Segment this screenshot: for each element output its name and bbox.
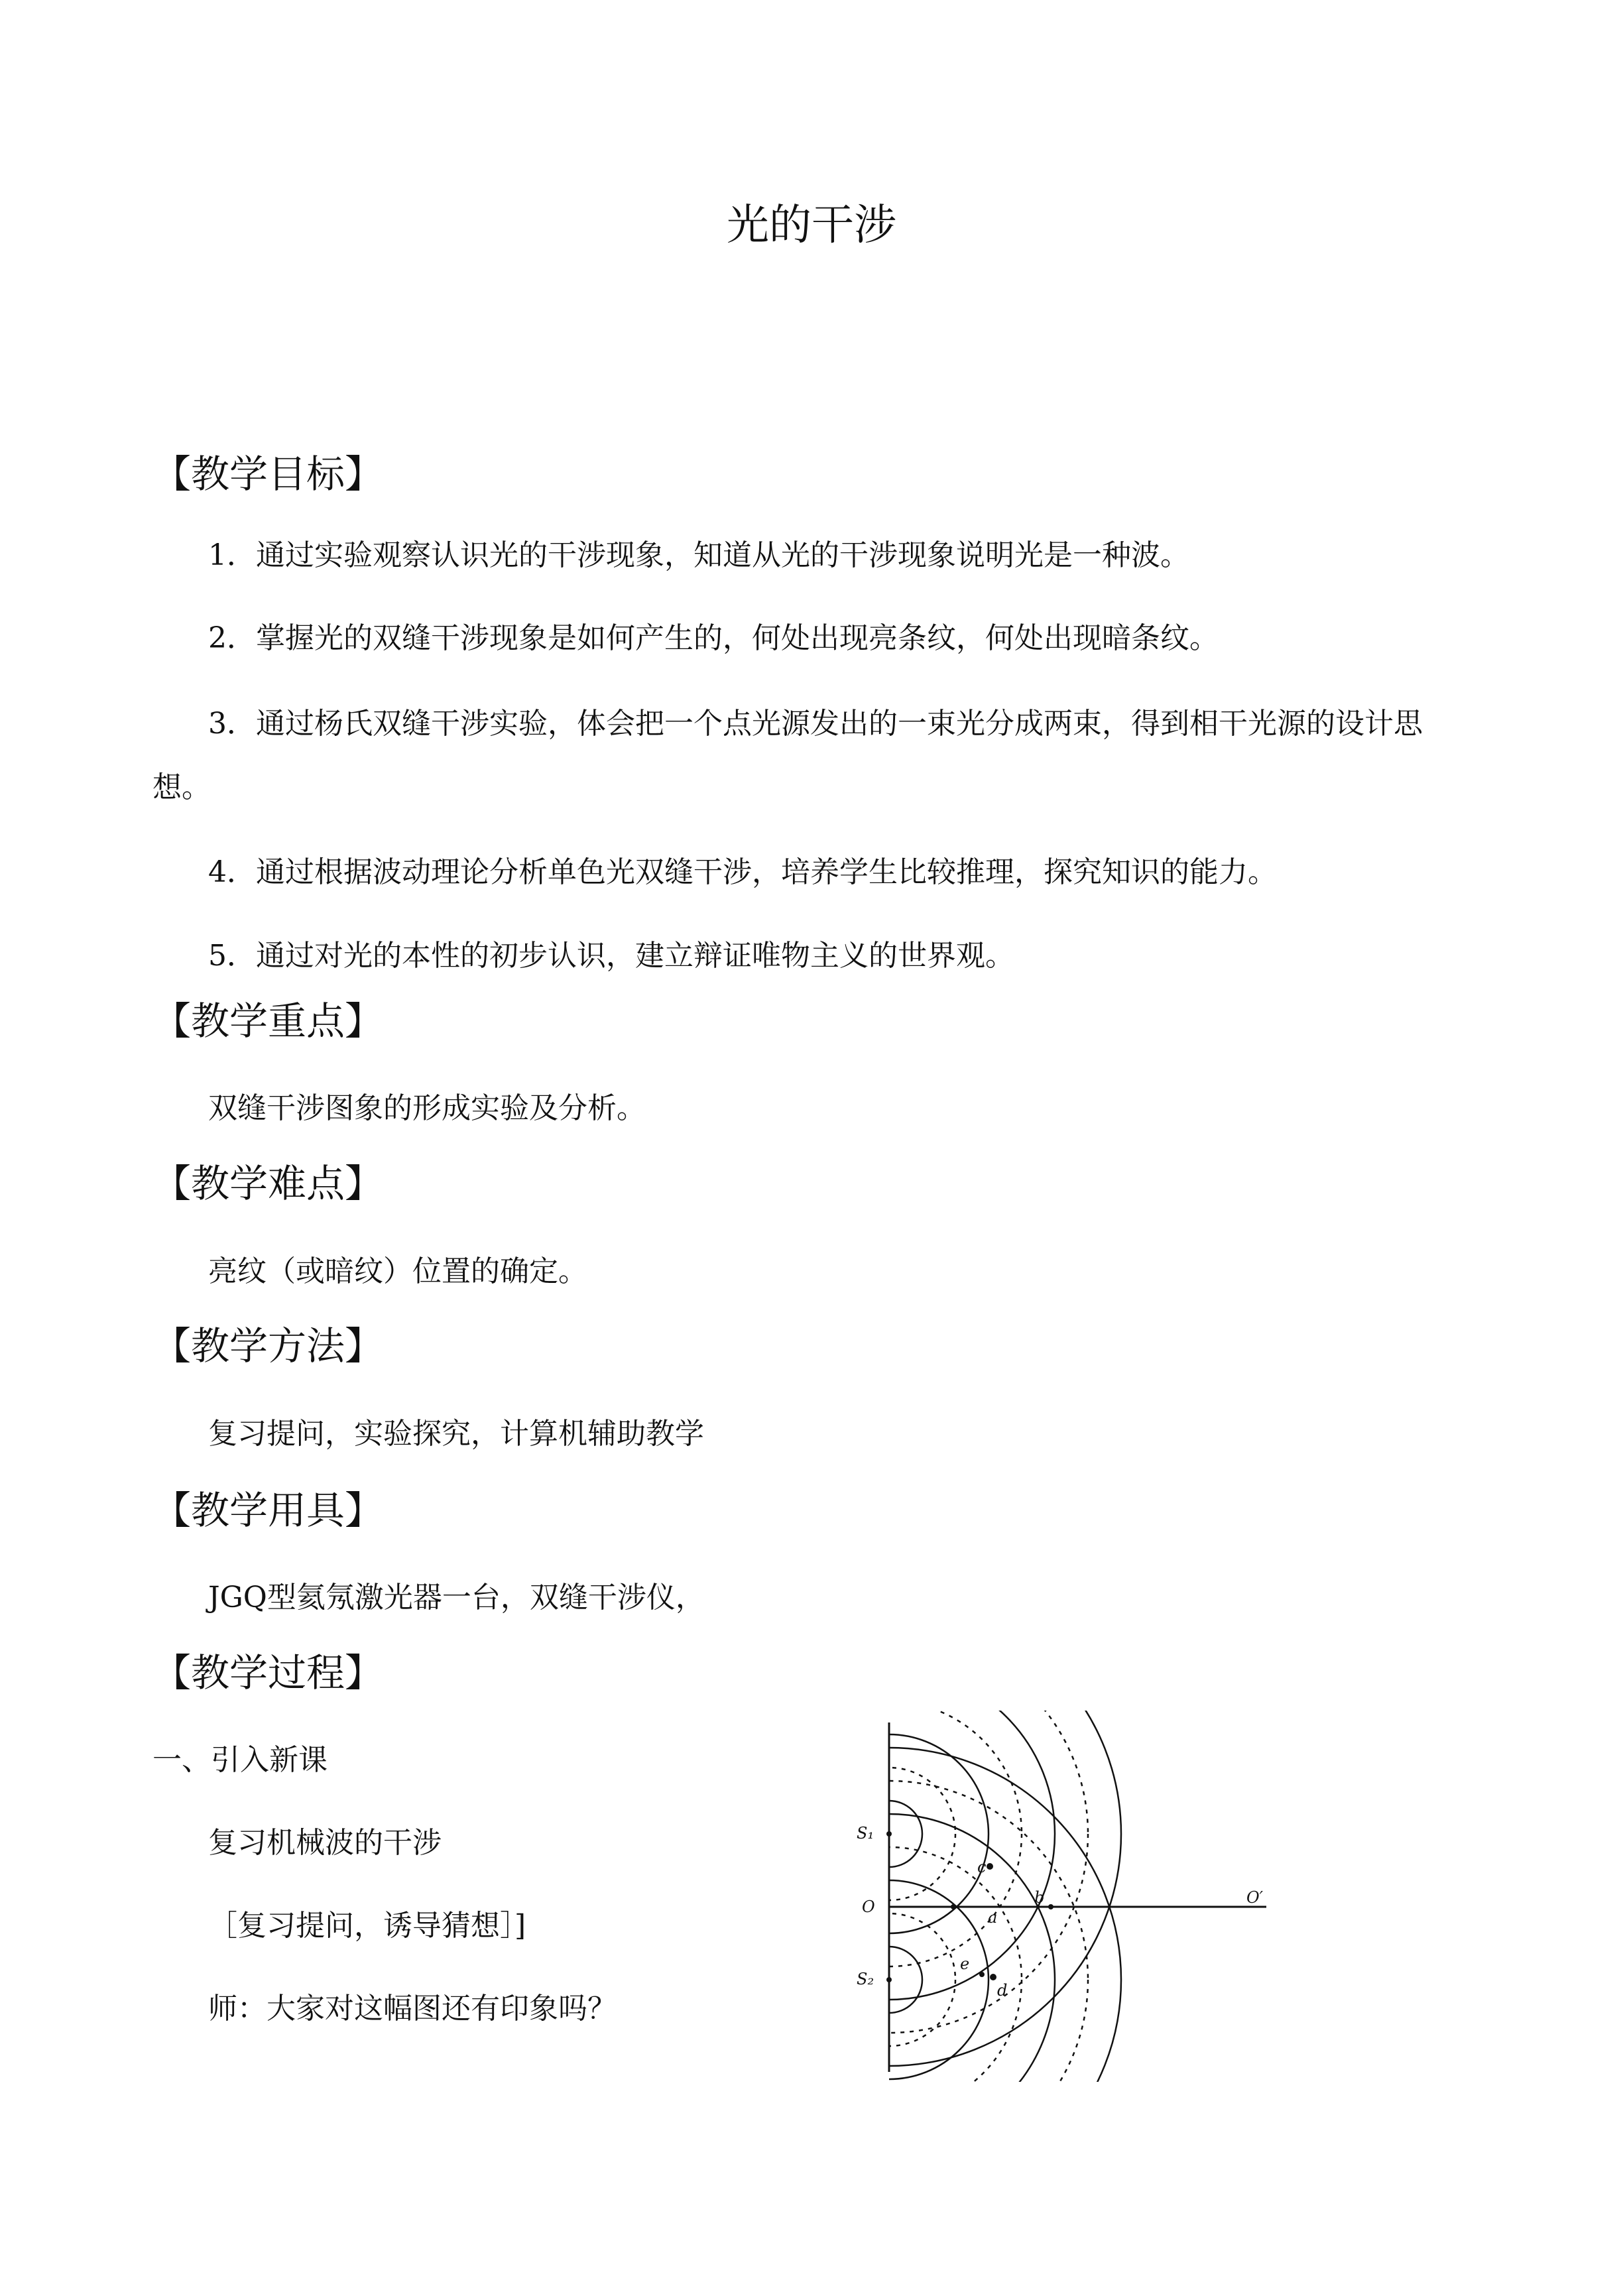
source-dot-s1 [886,1831,892,1837]
process-step-1: 一、引入新课 [152,1743,328,1777]
label-o: O [862,1898,875,1916]
wave-front-s2 [842,1814,1055,2082]
point-dot-d [990,1974,996,1980]
tools-text: JGQ型氦氖激光器一台，双缝干涉仪， [208,1581,705,1614]
objectives-heading: 【教学目标】 [152,452,384,497]
objective-item-2: 2．掌握光的双缝干涉现象是如何产生的，何处出现亮条纹，何处出现暗条纹。 [208,621,1219,655]
difficulty-heading: 【教学难点】 [152,1161,384,1206]
page-title: 光的干涉 [727,201,896,250]
label-c: c [977,1858,987,1876]
wave-front-s2 [842,1781,1088,2082]
method-text: 复习提问，实验探究，计算机辅助教学 [208,1417,704,1451]
label-d: d [997,1981,1008,2000]
process-line-3: 师：大家对这幅图还有印象吗？ [208,1992,617,2025]
process-heading: 【教学过程】 [152,1650,384,1695]
objective-item-5: 5．通过对光的本性的初步认识，建立辩证唯物主义的世界观。 [208,939,1014,973]
label-s1: S₁ [857,1824,874,1843]
method-heading: 【教学方法】 [152,1323,384,1368]
label-s2: S₂ [857,1970,874,1988]
source-dot-s2 [886,1977,892,1982]
process-line-1: 复习机械波的干涉 [208,1826,442,1860]
label-a: a [988,1908,998,1927]
wave-front-s2 [842,1847,1022,2082]
label-o-prime: O′ [1246,1888,1264,1907]
point-dot-a [951,1904,956,1909]
wave-front-s1 [842,1711,1121,2066]
difficulty-text: 亮纹（或暗纹）位置的确定。 [208,1254,587,1288]
point-dot-b [1048,1904,1053,1909]
objective-item-3: 3．通过杨氏双缝干涉实验，体会把一个点光源发出的一束光分成两束，得到相干光源的设计思想。 [152,707,1423,804]
objective-item-1: 1．通过实验观察认识光的干涉现象，知道从光的干涉现象说明光是一种波。 [208,538,1189,572]
point-dot-c [987,1863,993,1870]
key-heading: 【教学重点】 [152,998,384,1044]
key-text: 双缝干涉图象的形成实验及分析。 [208,1091,646,1125]
label-b: b [1034,1888,1045,1907]
process-line-2: ［复习提问，诱导猜想］] [208,1909,526,1943]
wave-interference-figure [842,1711,1280,2082]
point-dot-e [979,1972,985,1977]
objective-item-4: 4．通过根据波动理论分析单色光双缝干涉，培养学生比较推理，探究知识的能力。 [208,855,1277,889]
tools-heading: 【教学用具】 [152,1488,384,1533]
label-e: e [960,1955,970,1973]
